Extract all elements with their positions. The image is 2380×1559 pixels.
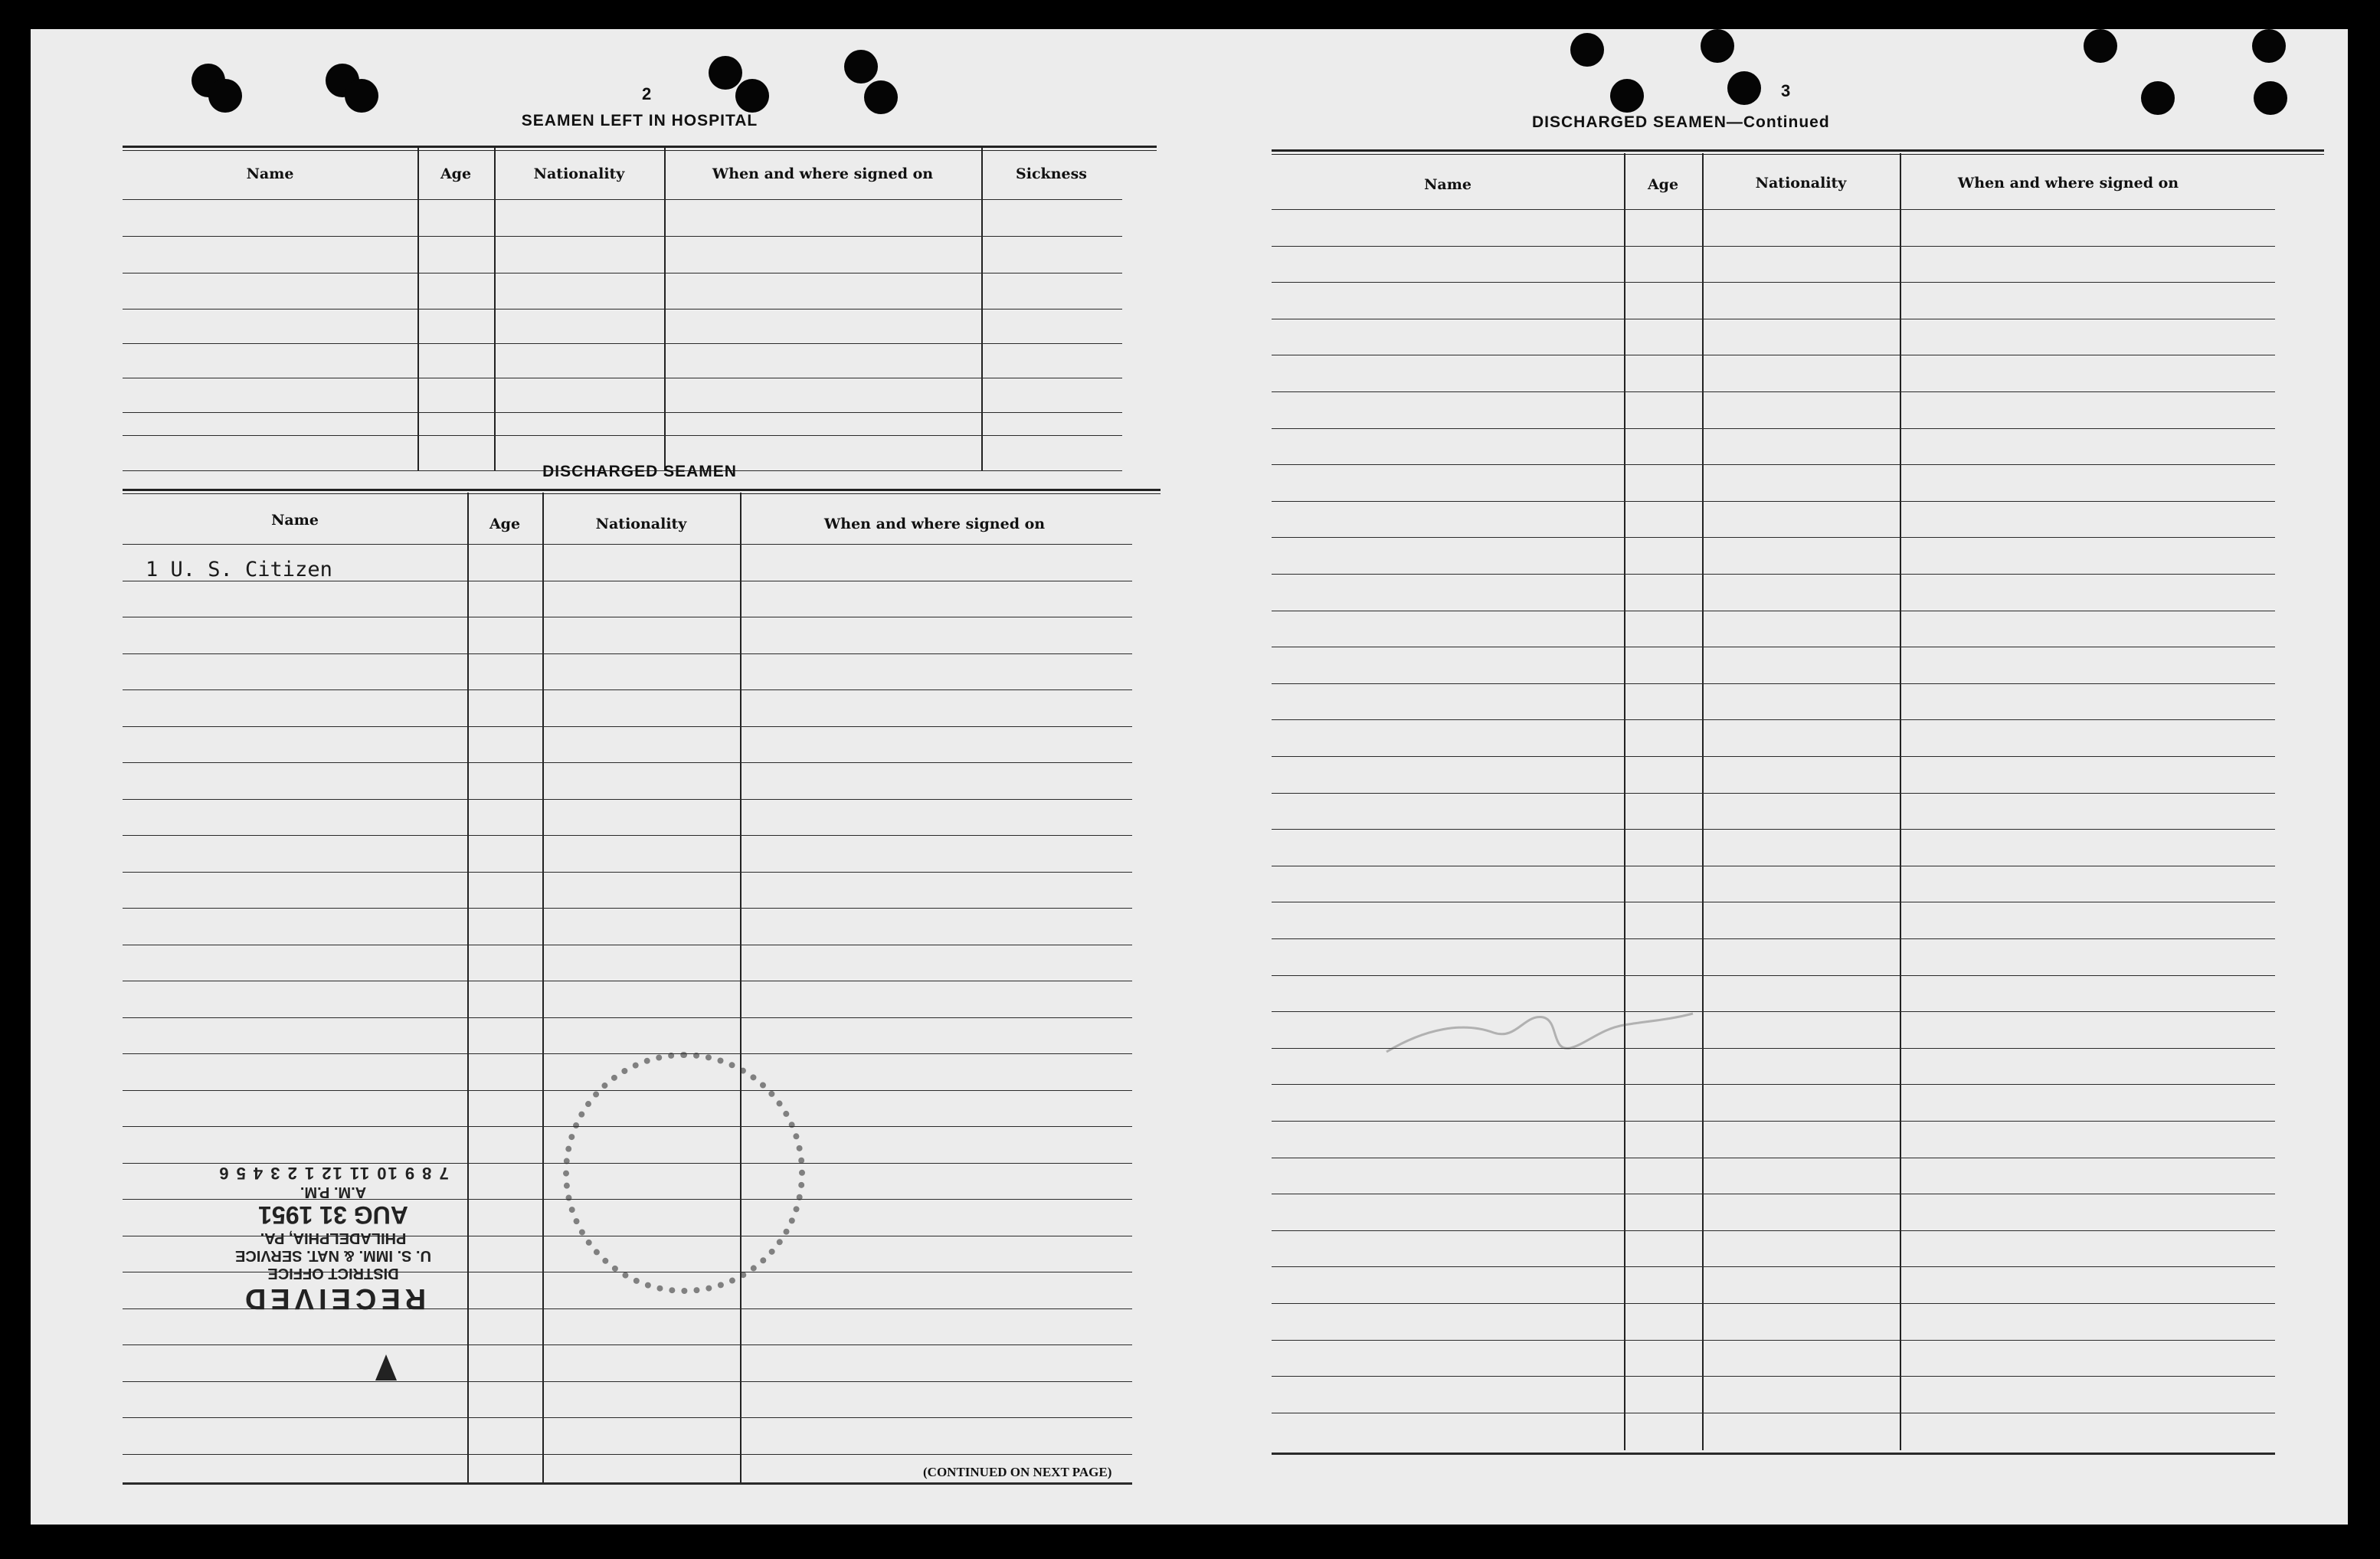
stamp-word: RECEIVED bbox=[240, 1282, 427, 1315]
page-number: 2 bbox=[642, 84, 652, 103]
table-row bbox=[123, 835, 1132, 836]
column-divider bbox=[542, 493, 544, 1482]
table-row bbox=[1272, 793, 2275, 794]
discharged-continued-title: DISCHARGED SEAMEN—Continued bbox=[1532, 113, 1830, 131]
column-header-nationality: Nationality bbox=[1755, 175, 1847, 192]
table-row bbox=[123, 236, 1122, 237]
table-row bbox=[123, 412, 1122, 413]
table-row bbox=[123, 653, 1132, 654]
table-row bbox=[123, 689, 1132, 690]
table-row bbox=[1272, 1266, 2275, 1267]
left-page bbox=[123, 29, 1157, 1525]
column-divider bbox=[664, 148, 666, 471]
column-divider bbox=[1702, 153, 1704, 1450]
seal-stamp bbox=[563, 1052, 805, 1294]
table-row bbox=[123, 762, 1132, 763]
table-row bbox=[1272, 975, 2275, 976]
table-row bbox=[1272, 391, 2275, 392]
stamp-hours: 7 8 9 10 11 12 1 2 3 4 5 6 bbox=[218, 1164, 449, 1183]
column-header-signed-on: When and where signed on bbox=[823, 516, 1046, 532]
table-row bbox=[1272, 756, 2275, 757]
stamp-arrow-icon bbox=[375, 1354, 397, 1381]
table-row bbox=[1272, 537, 2275, 538]
right-page bbox=[1272, 29, 2336, 1525]
table-row bbox=[123, 908, 1132, 909]
table-top-rule bbox=[123, 146, 1157, 151]
table-row bbox=[1272, 1340, 2275, 1341]
table-row bbox=[1272, 938, 2275, 939]
table-row bbox=[1272, 428, 2275, 429]
table-row bbox=[123, 1454, 1132, 1455]
column-header-name: Name bbox=[246, 165, 294, 182]
stamp-office: DISTRICT OFFICE bbox=[267, 1265, 399, 1282]
table-row bbox=[123, 544, 1132, 545]
column-divider bbox=[417, 148, 419, 471]
table-row bbox=[123, 726, 1132, 727]
table-row bbox=[123, 1053, 1132, 1054]
continued-note: (CONTINUED ON NEXT PAGE) bbox=[923, 1465, 1112, 1479]
page-number: 3 bbox=[1781, 81, 1791, 100]
table-row bbox=[1272, 829, 2275, 830]
stamp-service: U. S. IMM. & NAT. SERVICE bbox=[235, 1247, 431, 1264]
discharged-section-title: DISCHARGED SEAMEN bbox=[542, 463, 737, 480]
column-header-nationality: Nationality bbox=[595, 516, 687, 532]
table-row bbox=[123, 199, 1122, 200]
column-header-name: Name bbox=[271, 512, 319, 529]
table-row bbox=[123, 309, 1122, 310]
column-divider bbox=[1624, 153, 1625, 1450]
table-row bbox=[1272, 683, 2275, 684]
column-divider bbox=[494, 148, 496, 471]
table-top-rule bbox=[123, 489, 1161, 494]
column-header-sickness: Sickness bbox=[1016, 165, 1087, 182]
column-header-nationality: Nationality bbox=[533, 165, 625, 182]
table-row bbox=[1272, 1303, 2275, 1304]
column-header-signed-on: When and where signed on bbox=[712, 165, 934, 182]
column-divider bbox=[981, 148, 983, 471]
table-row bbox=[1272, 282, 2275, 283]
table-row bbox=[1272, 464, 2275, 465]
column-divider bbox=[1900, 153, 1901, 1450]
table-row bbox=[123, 435, 1122, 436]
table-row bbox=[1272, 1121, 2275, 1122]
received-stamp bbox=[165, 1163, 502, 1362]
table-row bbox=[1272, 1376, 2275, 1377]
table-row bbox=[1272, 501, 2275, 502]
stamp-date: AUG 31 1951 bbox=[258, 1201, 408, 1229]
document-scan bbox=[31, 29, 2348, 1525]
faint-signature bbox=[1379, 998, 1701, 1075]
table-bottom-rule bbox=[123, 1482, 1132, 1485]
stamp-city: PHILADELPHIA, PA. bbox=[260, 1230, 407, 1246]
discharged-entry: 1 U. S. Citizen bbox=[146, 558, 332, 581]
table-row bbox=[123, 1017, 1132, 1018]
table-row bbox=[1272, 574, 2275, 575]
table-row bbox=[123, 799, 1132, 800]
column-header-signed-on: When and where signed on bbox=[1957, 175, 2179, 192]
table-row bbox=[123, 1381, 1132, 1382]
table-row bbox=[123, 872, 1132, 873]
table-row bbox=[123, 1417, 1132, 1418]
column-header-age: Age bbox=[1647, 176, 1679, 193]
column-header-age: Age bbox=[440, 165, 472, 182]
column-divider bbox=[740, 493, 741, 1482]
table-row bbox=[1272, 209, 2275, 210]
stamp-ampm: A.M. P.M. bbox=[300, 1184, 367, 1200]
column-header-name: Name bbox=[1424, 176, 1472, 193]
table-row bbox=[1272, 1230, 2275, 1231]
table-bottom-rule bbox=[1272, 1453, 2275, 1455]
table-row bbox=[1272, 246, 2275, 247]
column-header-age: Age bbox=[489, 516, 521, 532]
table-row bbox=[123, 343, 1122, 344]
hospital-section-title: SEAMEN LEFT IN HOSPITAL bbox=[521, 112, 758, 129]
table-row bbox=[1272, 1084, 2275, 1085]
table-top-rule bbox=[1272, 149, 2324, 155]
table-row bbox=[1272, 719, 2275, 720]
